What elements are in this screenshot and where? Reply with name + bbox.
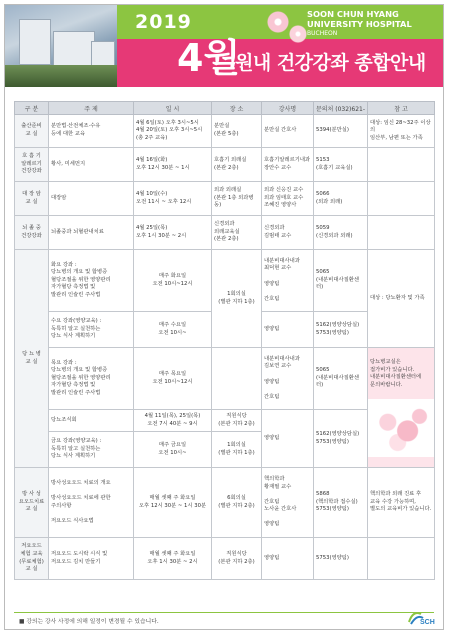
date-cell: 매주 화요일 오전 10시~12시 [134, 250, 212, 312]
contact-cell: 5162(영양상담실) 5753(영양팀) [314, 410, 368, 468]
diabetes-fee-note: 당뇨병교실은 접가비가 있습니다. 내분비대사질환센터에 문의바랍니다. [370, 359, 422, 388]
place-cell: 외과 외래실 (본관 1층 외과병동) [212, 182, 262, 216]
contact-cell: 5153 (호흡기 교육실) [314, 148, 368, 182]
table-row [15, 348, 435, 410]
date-cell: 매주 목요일 오전 10시~12시 [134, 348, 212, 410]
place-cell: 직원식당 (본관 지하 2층) [212, 410, 262, 432]
date-cell: 4월 16일(화) 오후 12시 30분 ~ 1시 [134, 148, 212, 182]
poster-title: 원내 건강강좌 종합안내 [235, 52, 426, 74]
topic-cell: 방사성요오드 치료의 개요 방사성요오드 치료에 관한 주의사항 저요오드 식사요법 [49, 468, 134, 538]
column-header: 장 소 [212, 102, 262, 115]
table-row [15, 182, 435, 216]
place-cell [212, 348, 262, 410]
date-cell: 4월 6일(토) 오후 3시~5시 4월 20일(토) 오후 3시~5시 (총 2주 교육) [134, 115, 212, 148]
note-cell [368, 148, 435, 182]
table-row [15, 538, 435, 580]
cherry-blossom-decoration [289, 25, 307, 43]
place-cell: 호흡기 외래실 (본관 2층) [212, 148, 262, 182]
poster-year: 2019 [135, 11, 192, 33]
topic-cell: 당뇨조식회 [49, 410, 134, 432]
category-cell: 방 사 성 요오드치료 교 실 [15, 468, 49, 538]
topic-cell: 뇌졸중과 뇌혈관내치료 [49, 216, 134, 250]
speaker-cell: 핵의학과 황재필 교수 간호팀 노사윤 간호사 영양팀 [262, 468, 314, 538]
table-row [15, 250, 435, 312]
sch-logo [407, 608, 437, 626]
topic-cell: 목요 강좌 : 당뇨병의 개요 및 합병증 혈당조절을 위한 영양관리 자가혈당 측정법 및 발관리 인슐린 주사법 [49, 348, 134, 410]
topic-cell: 대장암 [49, 182, 134, 216]
note-cell: 대상: 임신 28~32주 이상의 임산부, 남편 또는 가족 [368, 115, 435, 148]
note-cell: 대상 : 당뇨환자 및 가족 [368, 250, 435, 348]
topic-cell: 금요 강좌(영양교육) : 독특히 알고 실천하는 당뇨 식사 계획하기 [49, 432, 134, 468]
category-cell: 출산준비 교 실 [15, 115, 49, 148]
speaker-cell: 내분비대사내과 최덕현 교수 영양팀 간호팀 [262, 250, 314, 312]
contact-cell: 5394(분만실) [314, 115, 368, 148]
poster [4, 4, 444, 630]
note-cell [368, 538, 435, 580]
date-cell: 매주 수요일 오전 10시~ [134, 312, 212, 348]
date-cell: 매주 금요일 오전 10시~ [134, 432, 212, 468]
poster-month: 4월 [177, 36, 241, 80]
hospital-building-photo [5, 5, 117, 87]
speaker-cell: 영양팀 [262, 410, 314, 468]
speaker-cell: 영양팀 [262, 312, 314, 348]
column-header: 강사명 [262, 102, 314, 115]
date-cell: 매월 셋째 주 화요일 오후 12시 30분 ~ 1시 30분 [134, 468, 212, 538]
column-header: 일 시 [134, 102, 212, 115]
note-cell [368, 182, 435, 216]
contact-cell: 5753(영양팀) [314, 538, 368, 580]
place-cell: 1회의실 (별관 지하 1층) [212, 432, 262, 468]
topic-cell: 저요오드 도시락 시식 및 저요오드 김치 만들기 [49, 538, 134, 580]
place-cell: 분만실 (본관 5층) [212, 115, 262, 148]
note-cell [368, 348, 435, 468]
header-banner [5, 5, 443, 87]
category-cell: 당 뇨 병 교 실 [15, 250, 49, 468]
table-row [15, 115, 435, 148]
place-cell: 신경외과 외래교육실 (본관 2층) [212, 216, 262, 250]
contact-cell: 5065 (내분비대사질환센터) [314, 348, 368, 410]
contact-cell: 5066 (외과 외래) [314, 182, 368, 216]
topic-cell: 황사, 미세먼지 [49, 148, 134, 182]
date-cell: 매월 셋째 주 화요일 오후 1시 30분 ~ 2시 [134, 538, 212, 580]
place-cell: 직원식당 (본관 지하 2층) [212, 538, 262, 580]
cherry-blossom-decoration [267, 11, 289, 33]
place-cell: 6회의실 (별관 지하 2층) [212, 468, 262, 538]
contact-cell: 5162(영양상담실) 5753(영양팀) [314, 312, 368, 348]
category-cell: 호 흡 기 알레르기 건강강좌 [15, 148, 49, 182]
speaker-cell: 분만실 간호사 [262, 115, 314, 148]
category-cell: 대 장 암 교 실 [15, 182, 49, 216]
speaker-cell: 내분비대사내과 김보연 교수 영양팀 간호팀 [262, 348, 314, 410]
column-header: 문의처 (032)621- [314, 102, 368, 115]
speaker-cell: 외과 신응진 교수 외과 임태호 교수 조혜진 영양사 [262, 182, 314, 216]
note-cell [368, 216, 435, 250]
table-row [15, 148, 435, 182]
table-header-row [15, 102, 435, 115]
hospital-name: SOON CHUN HYANG UNIVERSITY HOSPITAL BUCHEON [307, 9, 412, 37]
column-header: 구 분 [15, 102, 49, 115]
contact-cell: 5868 (핵의학과 접수실) 5753(영양팀) [314, 468, 368, 538]
speaker-cell: 신경외과 김범태 교수 [262, 216, 314, 250]
date-cell: 4월 25일(목) 오후 1시 30분 ~ 2시 [134, 216, 212, 250]
svg-text:SCH: SCH [420, 619, 435, 626]
column-header: 참 고 [368, 102, 435, 115]
schedule-table [14, 101, 435, 580]
category-cell: 뇌 졸 중 건강강좌 [15, 216, 49, 250]
speaker-cell: 영양팀 [262, 538, 314, 580]
category-cell: 저요오드 체험 교육 (무료체험) 교 실 [15, 538, 49, 580]
contact-cell: 5059 (신경외과 외래) [314, 216, 368, 250]
place-cell: 1회의실 (별관 지하 1층) [212, 250, 262, 348]
speaker-cell: 호흡기알레르기내과 장안수 교수 [262, 148, 314, 182]
column-header: 주 제 [49, 102, 134, 115]
note-cell: 핵의학과 외래 진료 후 교육 수강 가능하며, 별도의 교육비가 있습니다. [368, 468, 435, 538]
date-cell: 4월 11일(목), 25일(목) 오전 7시 40분 ~ 9시 [134, 410, 212, 432]
footer-divider [14, 612, 434, 613]
cherry-blossom-photo [368, 399, 434, 457]
contact-cell: 5065 (내분비대사질환센터) [314, 250, 368, 312]
table-row [15, 468, 435, 538]
table-row [15, 216, 435, 250]
date-cell: 4월 10일(수) 오전 11시 ~ 오후 12시 [134, 182, 212, 216]
topic-cell: 수요 강좌(영양교육) : 독특히 알고 실천하는 당뇨 식사 계획하기 [49, 312, 134, 348]
footer-notice: ■ 강의는 강사 사정에 의해 일정이 변경될 수 있습니다. [19, 619, 159, 625]
topic-cell: 화요 강좌 : 당뇨병의 개요 및 합병증 혈당조절을 위한 영양관리 자가혈당 측정법 및 발관리 인슐린 주사법 [49, 250, 134, 312]
topic-cell: 분만법·산전체조·수유 등에 대한 교육 [49, 115, 134, 148]
